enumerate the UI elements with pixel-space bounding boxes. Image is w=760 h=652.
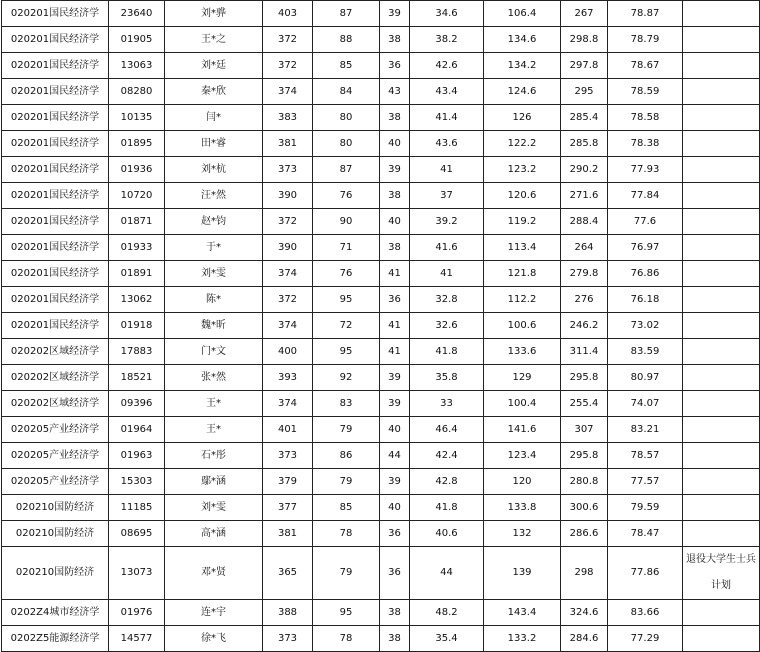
subject2-score-cell: 39 xyxy=(380,1,410,27)
weighted-score-cell: 41.6 xyxy=(410,235,484,261)
exam-id-cell: 01871 xyxy=(109,209,165,235)
weighted-score-cell: 42.4 xyxy=(410,443,484,469)
major-cell: 020201国民经济学 xyxy=(2,53,109,79)
weighted-score-cell: 41.8 xyxy=(410,495,484,521)
final-score-cell: 78.58 xyxy=(608,105,683,131)
student-name-cell: 田*睿 xyxy=(165,131,263,157)
combined-score-cell: 298 xyxy=(561,547,608,600)
student-name-cell: 王* xyxy=(165,391,263,417)
final-score-cell: 78.79 xyxy=(608,27,683,53)
initial-total-cell: 377 xyxy=(263,495,313,521)
subject1-score-cell: 92 xyxy=(313,365,380,391)
weighted-score-cell: 43.4 xyxy=(410,79,484,105)
final-score-cell: 83.66 xyxy=(608,600,683,626)
subject2-score-cell: 38 xyxy=(380,626,410,652)
table-row xyxy=(2,626,760,652)
major-cell: 020210国防经济 xyxy=(2,521,109,547)
major-cell: 020201国民经济学 xyxy=(2,105,109,131)
exam-id-cell: 01933 xyxy=(109,235,165,261)
retest-score-cell: 106.4 xyxy=(484,1,561,27)
subject2-score-cell: 38 xyxy=(380,27,410,53)
table-row xyxy=(2,521,760,547)
table-row xyxy=(2,209,760,235)
remark-cell xyxy=(683,469,760,495)
student-name-cell: 汪*然 xyxy=(165,183,263,209)
combined-score-cell: 276 xyxy=(561,287,608,313)
student-name-cell: 刘*廷 xyxy=(165,53,263,79)
subject2-score-cell: 44 xyxy=(380,443,410,469)
weighted-score-cell: 34.6 xyxy=(410,1,484,27)
initial-total-cell: 393 xyxy=(263,365,313,391)
retest-score-cell: 133.6 xyxy=(484,339,561,365)
initial-total-cell: 388 xyxy=(263,600,313,626)
retest-score-cell: 126 xyxy=(484,105,561,131)
major-cell: 020201国民经济学 xyxy=(2,157,109,183)
remark-cell xyxy=(683,1,760,27)
subject1-score-cell: 95 xyxy=(313,339,380,365)
remark-cell xyxy=(683,235,760,261)
remark-cell xyxy=(683,417,760,443)
exam-id-cell: 23640 xyxy=(109,1,165,27)
weighted-score-cell: 32.8 xyxy=(410,287,484,313)
subject2-score-cell: 40 xyxy=(380,417,410,443)
table-row xyxy=(2,495,760,521)
remark-cell xyxy=(683,157,760,183)
combined-score-cell: 267 xyxy=(561,1,608,27)
student-name-cell: 门*文 xyxy=(165,339,263,365)
table-row xyxy=(2,417,760,443)
subject1-score-cell: 71 xyxy=(313,235,380,261)
major-cell: 020205产业经济学 xyxy=(2,417,109,443)
subject1-score-cell: 85 xyxy=(313,495,380,521)
final-score-cell: 76.18 xyxy=(608,287,683,313)
subject2-score-cell: 41 xyxy=(380,261,410,287)
subject1-score-cell: 95 xyxy=(313,287,380,313)
initial-total-cell: 373 xyxy=(263,626,313,652)
table-row xyxy=(2,391,760,417)
table-row xyxy=(2,105,760,131)
subject1-score-cell: 78 xyxy=(313,626,380,652)
table-body xyxy=(2,1,760,652)
retest-score-cell: 129 xyxy=(484,365,561,391)
exam-id-cell: 14577 xyxy=(109,626,165,652)
combined-score-cell: 295 xyxy=(561,79,608,105)
subject2-score-cell: 40 xyxy=(380,495,410,521)
subject2-score-cell: 38 xyxy=(380,235,410,261)
exam-id-cell: 17883 xyxy=(109,339,165,365)
weighted-score-cell: 41.8 xyxy=(410,339,484,365)
subject2-score-cell: 41 xyxy=(380,339,410,365)
exam-id-cell: 10135 xyxy=(109,105,165,131)
combined-score-cell: 264 xyxy=(561,235,608,261)
retest-score-cell: 133.2 xyxy=(484,626,561,652)
subject2-score-cell: 38 xyxy=(380,183,410,209)
final-score-cell: 79.59 xyxy=(608,495,683,521)
remark-cell xyxy=(683,391,760,417)
final-score-cell: 76.97 xyxy=(608,235,683,261)
exam-id-cell: 01895 xyxy=(109,131,165,157)
retest-score-cell: 123.2 xyxy=(484,157,561,183)
subject1-score-cell: 79 xyxy=(313,547,380,600)
subject1-score-cell: 79 xyxy=(313,417,380,443)
initial-total-cell: 401 xyxy=(263,417,313,443)
subject1-score-cell: 86 xyxy=(313,443,380,469)
student-name-cell: 刘*雯 xyxy=(165,495,263,521)
final-score-cell: 80.97 xyxy=(608,365,683,391)
retest-score-cell: 123.4 xyxy=(484,443,561,469)
weighted-score-cell: 48.2 xyxy=(410,600,484,626)
exam-id-cell: 01891 xyxy=(109,261,165,287)
subject1-score-cell: 80 xyxy=(313,105,380,131)
exam-id-cell: 13063 xyxy=(109,53,165,79)
final-score-cell: 76.86 xyxy=(608,261,683,287)
table-row xyxy=(2,235,760,261)
weighted-score-cell: 35.4 xyxy=(410,626,484,652)
remark-cell xyxy=(683,261,760,287)
student-name-cell: 王* xyxy=(165,417,263,443)
weighted-score-cell: 33 xyxy=(410,391,484,417)
weighted-score-cell: 42.6 xyxy=(410,53,484,79)
student-name-cell: 秦*欣 xyxy=(165,79,263,105)
retest-score-cell: 141.6 xyxy=(484,417,561,443)
remark-cell xyxy=(683,600,760,626)
retest-score-cell: 100.6 xyxy=(484,313,561,339)
major-cell: 020201国民经济学 xyxy=(2,287,109,313)
weighted-score-cell: 39.2 xyxy=(410,209,484,235)
major-cell: 0202Z4城市经济学 xyxy=(2,600,109,626)
final-score-cell: 78.57 xyxy=(608,443,683,469)
initial-total-cell: 390 xyxy=(263,183,313,209)
subject2-score-cell: 39 xyxy=(380,365,410,391)
retest-score-cell: 120.6 xyxy=(484,183,561,209)
retest-score-cell: 122.2 xyxy=(484,131,561,157)
combined-score-cell: 255.4 xyxy=(561,391,608,417)
weighted-score-cell: 44 xyxy=(410,547,484,600)
subject1-score-cell: 83 xyxy=(313,391,380,417)
remark-cell xyxy=(683,626,760,652)
combined-score-cell: 284.6 xyxy=(561,626,608,652)
major-cell: 020201国民经济学 xyxy=(2,235,109,261)
weighted-score-cell: 46.4 xyxy=(410,417,484,443)
combined-score-cell: 290.2 xyxy=(561,157,608,183)
initial-total-cell: 365 xyxy=(263,547,313,600)
subject1-score-cell: 78 xyxy=(313,521,380,547)
initial-total-cell: 379 xyxy=(263,469,313,495)
subject2-score-cell: 36 xyxy=(380,521,410,547)
final-score-cell: 74.07 xyxy=(608,391,683,417)
final-score-cell: 83.59 xyxy=(608,339,683,365)
student-name-cell: 王*之 xyxy=(165,27,263,53)
major-cell: 020202区域经济学 xyxy=(2,339,109,365)
subject2-score-cell: 40 xyxy=(380,131,410,157)
subject1-score-cell: 79 xyxy=(313,469,380,495)
student-name-cell: 赵*钧 xyxy=(165,209,263,235)
final-score-cell: 78.47 xyxy=(608,521,683,547)
major-cell: 020201国民经济学 xyxy=(2,79,109,105)
subject1-score-cell: 87 xyxy=(313,157,380,183)
student-name-cell: 连*宇 xyxy=(165,600,263,626)
subject1-score-cell: 72 xyxy=(313,313,380,339)
student-name-cell: 刘*骅 xyxy=(165,1,263,27)
remark-cell xyxy=(683,209,760,235)
student-name-cell: 徐*飞 xyxy=(165,626,263,652)
weighted-score-cell: 37 xyxy=(410,183,484,209)
retest-score-cell: 133.8 xyxy=(484,495,561,521)
weighted-score-cell: 35.8 xyxy=(410,365,484,391)
initial-total-cell: 390 xyxy=(263,235,313,261)
remark-cell xyxy=(683,339,760,365)
exam-id-cell: 15303 xyxy=(109,469,165,495)
student-name-cell: 高*涵 xyxy=(165,521,263,547)
initial-total-cell: 372 xyxy=(263,209,313,235)
final-score-cell: 77.86 xyxy=(608,547,683,600)
exam-id-cell: 01918 xyxy=(109,313,165,339)
subject2-score-cell: 39 xyxy=(380,391,410,417)
student-name-cell: 邓*贤 xyxy=(165,547,263,600)
major-cell: 020201国民经济学 xyxy=(2,209,109,235)
major-cell: 020201国民经济学 xyxy=(2,313,109,339)
student-name-cell: 石*彤 xyxy=(165,443,263,469)
initial-total-cell: 374 xyxy=(263,313,313,339)
retest-score-cell: 121.8 xyxy=(484,261,561,287)
combined-score-cell: 288.4 xyxy=(561,209,608,235)
retest-score-cell: 113.4 xyxy=(484,235,561,261)
initial-total-cell: 374 xyxy=(263,261,313,287)
exam-id-cell: 13062 xyxy=(109,287,165,313)
major-cell: 020201国民经济学 xyxy=(2,183,109,209)
table-row xyxy=(2,53,760,79)
exam-id-cell: 08695 xyxy=(109,521,165,547)
combined-score-cell: 297.8 xyxy=(561,53,608,79)
table-row xyxy=(2,183,760,209)
combined-score-cell: 246.2 xyxy=(561,313,608,339)
final-score-cell: 78.87 xyxy=(608,1,683,27)
table-row xyxy=(2,287,760,313)
initial-total-cell: 373 xyxy=(263,157,313,183)
retest-score-cell: 120 xyxy=(484,469,561,495)
retest-score-cell: 134.2 xyxy=(484,53,561,79)
major-cell: 020210国防经济 xyxy=(2,547,109,600)
subject2-score-cell: 36 xyxy=(380,53,410,79)
student-name-cell: 张*然 xyxy=(165,365,263,391)
weighted-score-cell: 40.6 xyxy=(410,521,484,547)
initial-total-cell: 372 xyxy=(263,53,313,79)
weighted-score-cell: 38.2 xyxy=(410,27,484,53)
student-name-cell: 刘*杭 xyxy=(165,157,263,183)
final-score-cell: 77.93 xyxy=(608,157,683,183)
weighted-score-cell: 41 xyxy=(410,157,484,183)
combined-score-cell: 295.8 xyxy=(561,365,608,391)
table-row xyxy=(2,600,760,626)
combined-score-cell: 311.4 xyxy=(561,339,608,365)
table-row xyxy=(2,547,760,600)
final-score-cell: 78.38 xyxy=(608,131,683,157)
final-score-cell: 83.21 xyxy=(608,417,683,443)
table-row xyxy=(2,313,760,339)
table-row xyxy=(2,131,760,157)
subject2-score-cell: 40 xyxy=(380,209,410,235)
table-row xyxy=(2,443,760,469)
remark-cell xyxy=(683,287,760,313)
subject2-score-cell: 39 xyxy=(380,469,410,495)
subject2-score-cell: 41 xyxy=(380,313,410,339)
subject1-score-cell: 76 xyxy=(313,261,380,287)
student-name-cell: 于* xyxy=(165,235,263,261)
retest-score-cell: 134.6 xyxy=(484,27,561,53)
combined-score-cell: 298.8 xyxy=(561,27,608,53)
remark-cell xyxy=(683,27,760,53)
exam-id-cell: 18521 xyxy=(109,365,165,391)
retest-score-cell: 143.4 xyxy=(484,600,561,626)
exam-id-cell: 10720 xyxy=(109,183,165,209)
exam-id-cell: 01964 xyxy=(109,417,165,443)
subject1-score-cell: 87 xyxy=(313,1,380,27)
table-row xyxy=(2,27,760,53)
exam-id-cell: 09396 xyxy=(109,391,165,417)
combined-score-cell: 286.6 xyxy=(561,521,608,547)
initial-total-cell: 381 xyxy=(263,521,313,547)
exam-id-cell: 01963 xyxy=(109,443,165,469)
retest-score-cell: 124.6 xyxy=(484,79,561,105)
table-row xyxy=(2,1,760,27)
initial-total-cell: 400 xyxy=(263,339,313,365)
major-cell: 020205产业经济学 xyxy=(2,443,109,469)
exam-id-cell: 13073 xyxy=(109,547,165,600)
subject2-score-cell: 38 xyxy=(380,600,410,626)
exam-id-cell: 08280 xyxy=(109,79,165,105)
major-cell: 020205产业经济学 xyxy=(2,469,109,495)
initial-total-cell: 403 xyxy=(263,1,313,27)
subject2-score-cell: 36 xyxy=(380,547,410,600)
weighted-score-cell: 41.4 xyxy=(410,105,484,131)
remark-cell xyxy=(683,131,760,157)
subject2-score-cell: 38 xyxy=(380,105,410,131)
initial-total-cell: 381 xyxy=(263,131,313,157)
subject1-score-cell: 90 xyxy=(313,209,380,235)
weighted-score-cell: 32.6 xyxy=(410,313,484,339)
remark-cell xyxy=(683,183,760,209)
table-row xyxy=(2,157,760,183)
retest-score-cell: 112.2 xyxy=(484,287,561,313)
remark-cell: 退役大学生士兵计划 xyxy=(683,547,760,600)
combined-score-cell: 285.8 xyxy=(561,131,608,157)
remark-cell xyxy=(683,443,760,469)
final-score-cell: 77.6 xyxy=(608,209,683,235)
remark-cell xyxy=(683,365,760,391)
weighted-score-cell: 41 xyxy=(410,261,484,287)
remark-cell xyxy=(683,313,760,339)
final-score-cell: 77.84 xyxy=(608,183,683,209)
weighted-score-cell: 43.6 xyxy=(410,131,484,157)
major-cell: 020201国民经济学 xyxy=(2,27,109,53)
table-row xyxy=(2,339,760,365)
major-cell: 020201国民经济学 xyxy=(2,1,109,27)
student-name-cell: 闫* xyxy=(165,105,263,131)
major-cell: 020201国民经济学 xyxy=(2,131,109,157)
combined-score-cell: 279.8 xyxy=(561,261,608,287)
initial-total-cell: 374 xyxy=(263,79,313,105)
final-score-cell: 73.02 xyxy=(608,313,683,339)
initial-total-cell: 372 xyxy=(263,27,313,53)
major-cell: 020201国民经济学 xyxy=(2,261,109,287)
admission-score-table xyxy=(1,0,760,652)
combined-score-cell: 271.6 xyxy=(561,183,608,209)
combined-score-cell: 307 xyxy=(561,417,608,443)
subject1-score-cell: 85 xyxy=(313,53,380,79)
remark-cell xyxy=(683,495,760,521)
final-score-cell: 77.57 xyxy=(608,469,683,495)
table-row xyxy=(2,469,760,495)
student-name-cell: 鄢*涵 xyxy=(165,469,263,495)
retest-score-cell: 119.2 xyxy=(484,209,561,235)
initial-total-cell: 373 xyxy=(263,443,313,469)
initial-total-cell: 374 xyxy=(263,391,313,417)
student-name-cell: 魏*昕 xyxy=(165,313,263,339)
exam-id-cell: 01905 xyxy=(109,27,165,53)
final-score-cell: 78.67 xyxy=(608,53,683,79)
major-cell: 020210国防经济 xyxy=(2,495,109,521)
remark-cell xyxy=(683,105,760,131)
exam-id-cell: 01936 xyxy=(109,157,165,183)
subject1-score-cell: 76 xyxy=(313,183,380,209)
table-row xyxy=(2,261,760,287)
combined-score-cell: 324.6 xyxy=(561,600,608,626)
subject1-score-cell: 95 xyxy=(313,600,380,626)
combined-score-cell: 295.8 xyxy=(561,443,608,469)
major-cell: 0202Z5能源经济学 xyxy=(2,626,109,652)
student-name-cell: 陈* xyxy=(165,287,263,313)
combined-score-cell: 285.4 xyxy=(561,105,608,131)
subject1-score-cell: 80 xyxy=(313,131,380,157)
major-cell: 020202区域经济学 xyxy=(2,365,109,391)
initial-total-cell: 372 xyxy=(263,287,313,313)
retest-score-cell: 100.4 xyxy=(484,391,561,417)
subject1-score-cell: 84 xyxy=(313,79,380,105)
initial-total-cell: 383 xyxy=(263,105,313,131)
combined-score-cell: 300.6 xyxy=(561,495,608,521)
student-name-cell: 刘*雯 xyxy=(165,261,263,287)
remark-cell xyxy=(683,79,760,105)
subject2-score-cell: 39 xyxy=(380,157,410,183)
exam-id-cell: 01976 xyxy=(109,600,165,626)
final-score-cell: 77.29 xyxy=(608,626,683,652)
remark-cell xyxy=(683,53,760,79)
subject1-score-cell: 88 xyxy=(313,27,380,53)
exam-id-cell: 11185 xyxy=(109,495,165,521)
remark-cell xyxy=(683,521,760,547)
combined-score-cell: 280.8 xyxy=(561,469,608,495)
weighted-score-cell: 42.8 xyxy=(410,469,484,495)
table-row xyxy=(2,79,760,105)
subject2-score-cell: 36 xyxy=(380,287,410,313)
table-row xyxy=(2,365,760,391)
retest-score-cell: 132 xyxy=(484,521,561,547)
final-score-cell: 78.59 xyxy=(608,79,683,105)
subject2-score-cell: 43 xyxy=(380,79,410,105)
retest-score-cell: 139 xyxy=(484,547,561,600)
major-cell: 020202区域经济学 xyxy=(2,391,109,417)
